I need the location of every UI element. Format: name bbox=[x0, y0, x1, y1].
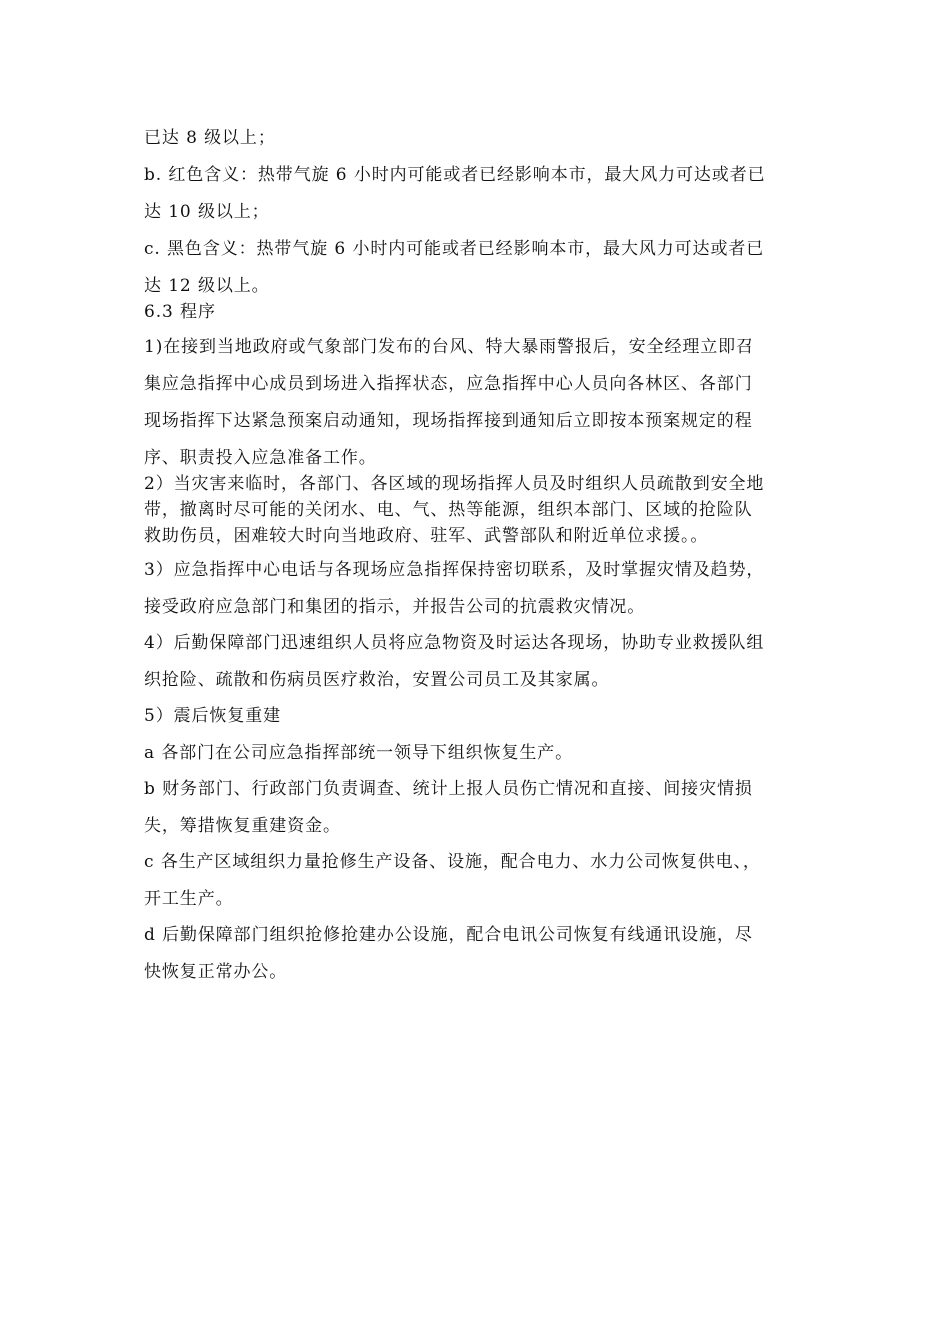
text-line: 织抢险、疏散和伤病员医疗救治，安置公司员工及其家属。 bbox=[144, 670, 610, 690]
text-line: d 后勤保障部门组织抢修抢建办公设施，配合电讯公司恢复有线通讯设施，尽 bbox=[144, 925, 753, 945]
text-line: 接受政府应急部门和集团的指示，并报告公司的抗震救灾情况。 bbox=[144, 597, 646, 617]
text-line: 带，撤离时尽可能的关闭水、电、气、热等能源，组织本部门、区域的抢险队 bbox=[144, 500, 753, 520]
text-line: c. 黑色含义：热带气旋 6 小时内可能或者已经影响本市，最大风力可达或者已 bbox=[144, 239, 765, 259]
text-line: 开工生产。 bbox=[144, 889, 234, 909]
text-line: b 财务部门、行政部门负责调查、统计上报人员伤亡情况和直接、间接灾情损 bbox=[144, 779, 753, 799]
text-line: b. 红色含义：热带气旋 6 小时内可能或者已经影响本市，最大风力可达或者已 bbox=[144, 165, 766, 185]
text-line: c 各生产区域组织力量抢修生产设备、设施，配合电力、水力公司恢复供电、， bbox=[144, 852, 761, 872]
text-line: 救助伤员，困难较大时向当地政府、驻军、武警部队和附近单位求援。。 bbox=[144, 526, 709, 546]
text-line: 序、职责投入应急准备工作。 bbox=[144, 448, 377, 468]
text-line: 2）当灾害来临时，各部门、各区域的现场指挥人员及时组织人员疏散到安全地 bbox=[144, 474, 765, 494]
text-line: a 各部门在公司应急指挥部统一领导下组织恢复生产。 bbox=[144, 743, 574, 763]
text-line: 3）应急指挥中心电话与各现场应急指挥保持密切联系，及时掌握灾情及趋势， bbox=[144, 560, 765, 580]
section-heading: 6.3 程序 bbox=[144, 302, 216, 322]
text-line: 5）震后恢复重建 bbox=[144, 706, 282, 726]
text-line: 达 12 级以上。 bbox=[144, 276, 270, 296]
text-line: 达 10 级以上； bbox=[144, 202, 270, 222]
text-line: 现场指挥下达紧急预案启动通知，现场指挥接到通知后立即按本预案规定的程 bbox=[144, 411, 753, 431]
text-line: 快恢复正常办公。 bbox=[144, 962, 288, 982]
text-line: 集应急指挥中心成员到场进入指挥状态，应急指挥中心人员向各林区、各部门 bbox=[144, 374, 753, 394]
text-line: 1)在接到当地政府或气象部门发布的台风、特大暴雨警报后，安全经理立即召 bbox=[144, 337, 754, 357]
text-line: 失，筹措恢复重建资金。 bbox=[144, 816, 341, 836]
text-line: 4）后勤保障部门迅速组织人员将应急物资及时运达各现场，协助专业救援队组 bbox=[144, 633, 765, 653]
text-line: 已达 8 级以上； bbox=[144, 128, 276, 148]
